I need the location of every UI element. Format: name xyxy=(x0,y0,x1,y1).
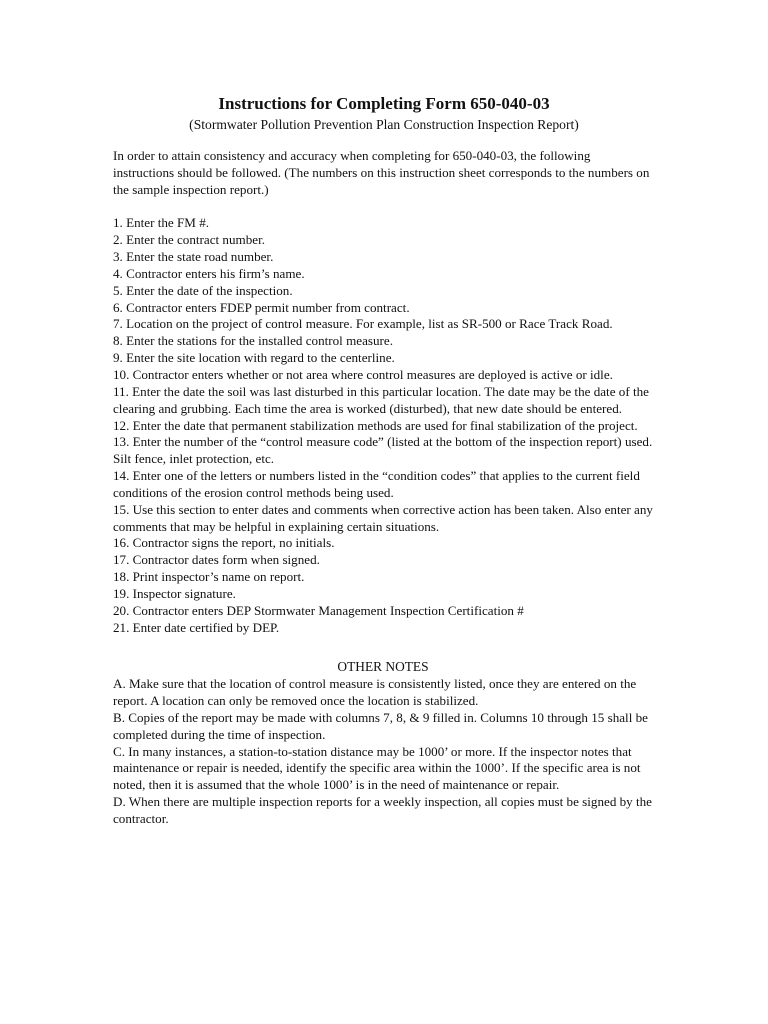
instruction-item: 18. Print inspector’s name on report. xyxy=(113,569,305,585)
instruction-item: 3. Enter the state road number. xyxy=(113,249,274,265)
instruction-item: 4. Contractor enters his firm’s name. xyxy=(113,265,305,281)
instruction-item: 14. Enter one of the letters or numbers listed in the “condition codes” that applies to the current field conditions of the erosion control methods being used. xyxy=(113,468,640,500)
instruction-item: 1. Enter the FM #. xyxy=(113,215,210,231)
other-notes-heading: OTHER NOTES xyxy=(337,659,429,675)
instruction-item: 15. Use this section to enter dates and comments when corrective action has been taken. Also enter any comments that may be helpful in explaining certain situations. xyxy=(113,501,653,534)
instruction-item: 17. Contractor dates form when signed. xyxy=(113,552,320,568)
spacer xyxy=(113,636,653,653)
note-item: A. Make sure that the location of control measure is consistently listed, once they are entered on the report. A location can only be removed once the location is stabilized. xyxy=(113,676,637,708)
instruction-item: 5. Enter the date of the inspection. xyxy=(113,282,293,298)
spacer xyxy=(113,199,653,216)
instruction-item: 20. Contractor enters DEP Stormwater Management Inspection Certification # xyxy=(113,602,524,618)
instruction-item: 2. Enter the contract number. xyxy=(113,232,265,248)
instruction-item: 10. Contractor enters whether or not area where control measures are deployed is active or idle. xyxy=(113,366,613,382)
instruction-item: 11. Enter the date the soil was last disturbed in this particular location. The date may be the date of the clearing and grubbing. Each time the area is worked (disturbed), that new date should be entered. xyxy=(113,383,649,416)
document-body xyxy=(113,148,653,828)
instruction-item: 7. Location on the project of control measure. For example, list as SR-500 or Race Track Road. xyxy=(113,316,613,332)
instruction-item: 16. Contractor signs the report, no initials. xyxy=(113,535,335,551)
instruction-item: 21. Enter date certified by DEP. xyxy=(113,619,280,635)
instruction-item: 8. Enter the stations for the installed control measure. xyxy=(113,333,393,349)
other-notes-list xyxy=(113,676,653,828)
intro-paragraph: In order to attain consistency and accuracy when completing for 650-040-03, the following instructions should be followed. (The numbers on this instruction sheet corresponds to the numbers on the sample inspection report.) xyxy=(113,148,650,197)
instruction-item: 12. Enter the date that permanent stabilization methods are used for final stabilization of the project. xyxy=(113,417,638,433)
note-item: C. In many instances, a station-to-station distance may be 1000’ or more. If the inspector notes that maintenance or repair is needed, identify the specific area within the 1000’. If the specific area is not noted, then it is assumed that the whole 1000’ is in the need of maintenance or repair. xyxy=(113,743,641,793)
instruction-item: 9. Enter the site location with regard to the centerline. xyxy=(113,350,395,366)
instruction-item: 13. Enter the number of the “control measure code” (listed at the bottom of the inspection report) used. Silt fence, inlet protection, etc. xyxy=(113,434,653,467)
instruction-item: 6. Contractor enters FDEP permit number from contract. xyxy=(113,299,410,315)
instruction-item: 19. Inspector signature. xyxy=(113,585,236,601)
note-item: D. When there are multiple inspection reports for a weekly inspection, all copies must be signed by the contractor. xyxy=(113,794,652,826)
page-subtitle: (Stormwater Pollution Prevention Plan Construction Inspection Report) xyxy=(189,117,579,132)
note-item: B. Copies of the report may be made with columns 7, 8, & 9 filled in. Columns 10 through 15 shall be completed during the time of inspection. xyxy=(113,709,648,742)
instruction-list xyxy=(113,215,653,636)
page-title: Instructions for Completing Form 650-040-03 xyxy=(218,94,550,113)
